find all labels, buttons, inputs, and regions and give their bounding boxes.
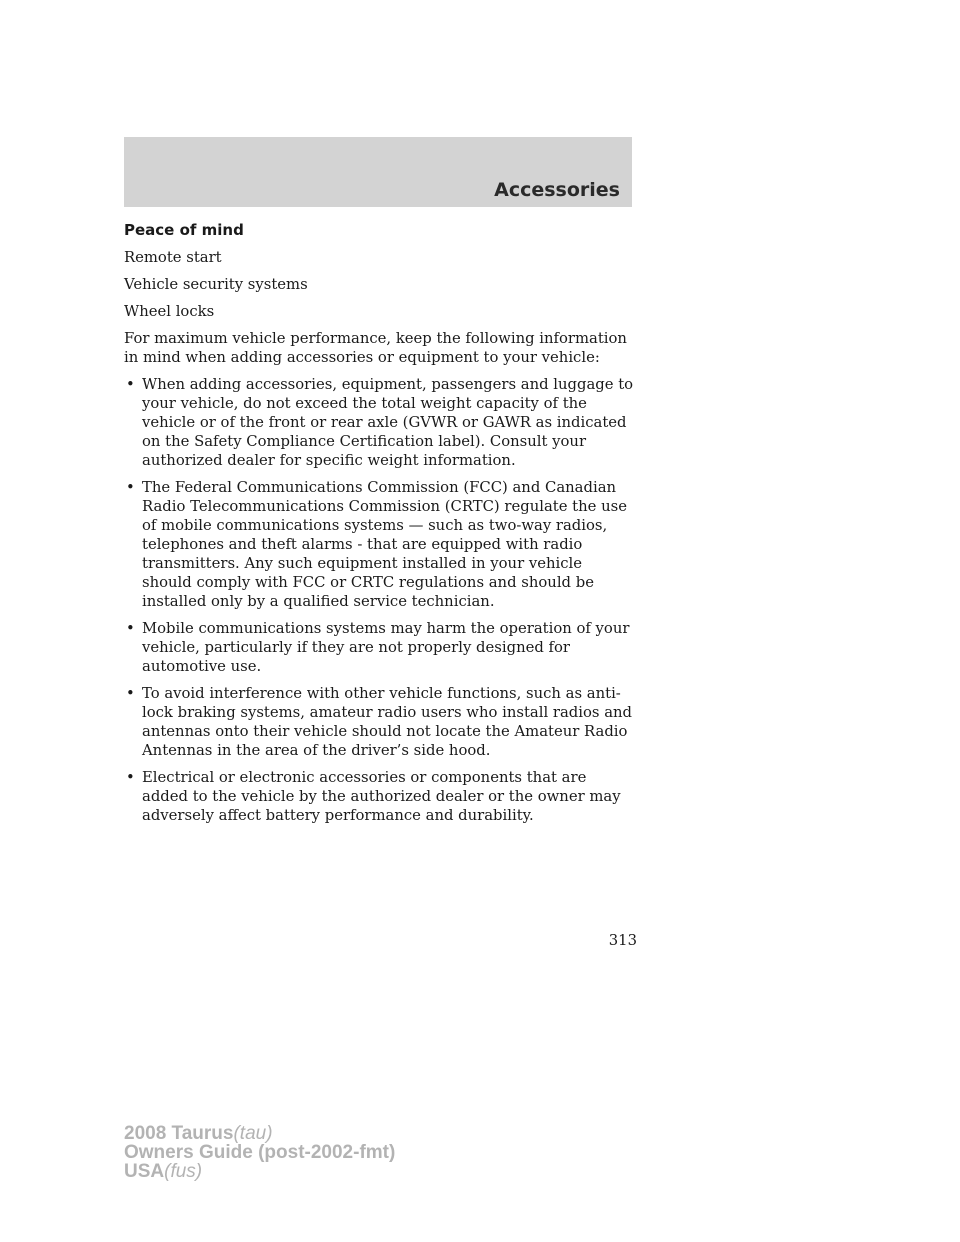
bullet-text: The Federal Communications Commission (FCC) and Canadian Radio Telecommunications Commission (CRTC) regulate the use of mobile communications systems — such as two-way radios, telephones and theft alarms - that are equipped with radio transmitters. Any such equipment installed in your vehicle should comply with FCC or CRTC regulations and should be installed only by a qualified service technician. [142, 479, 627, 610]
bullet-item [124, 478, 634, 611]
bullet-item [124, 684, 634, 760]
bullet-icon: • [126, 620, 135, 637]
bullet-text: When adding accessories, equipment, passengers and luggage to your vehicle, do not exceed the total weight capacity of the vehicle or of the front or rear axle (GVWR or GAWR as indicated on the Safety Compliance Certification label). Consult your authorized dealer for specific weight information. [142, 376, 634, 469]
bullet-icon: • [126, 685, 135, 702]
footer-market: USA [124, 1161, 165, 1182]
bullet-icon: • [126, 376, 135, 393]
footer-line [124, 1143, 395, 1162]
footer-imprint [124, 1124, 395, 1181]
list-line: Vehicle security systems [124, 276, 308, 293]
bullet-icon: • [126, 769, 135, 786]
intro-paragraph: For maximum vehicle performance, keep the following information in mind when adding accessories or equipment to your vehicle: [124, 330, 627, 366]
footer-guide: Owners Guide (post-2002-fmt) [124, 1142, 396, 1163]
list-line: Wheel locks [124, 303, 215, 320]
bullet-item [124, 768, 634, 825]
section-title: Accessories [494, 179, 620, 201]
footer-market-code: (fus) [164, 1161, 203, 1182]
list-line: Remote start [124, 249, 222, 266]
bullet-icon: • [126, 479, 135, 496]
page-number: 313 [608, 932, 637, 949]
bullet-text: Electrical or electronic accessories or components that are added to the vehicle by the authorized dealer or the owner may adversely affect battery performance and durability. [142, 769, 621, 824]
bullet-item [124, 375, 634, 470]
footer-line [124, 1124, 395, 1143]
subheading: Peace of mind [124, 221, 244, 239]
bullet-text: To avoid interference with other vehicle functions, such as anti-lock braking systems, amateur radio users who install radios and antennas onto their vehicle should not locate the Amateur Radio Antennas in the area of the driver’s side hood. [142, 685, 633, 759]
section-header-band [124, 137, 632, 207]
bullet-item [124, 619, 634, 676]
footer-model: 2008 Taurus [124, 1123, 234, 1144]
bullet-list [124, 375, 634, 825]
footer-line [124, 1162, 395, 1181]
page-content [124, 221, 634, 833]
footer-model-code: (tau) [233, 1123, 273, 1144]
bullet-text: Mobile communications systems may harm the operation of your vehicle, particularly if they are not properly designed for automotive use. [142, 620, 630, 675]
